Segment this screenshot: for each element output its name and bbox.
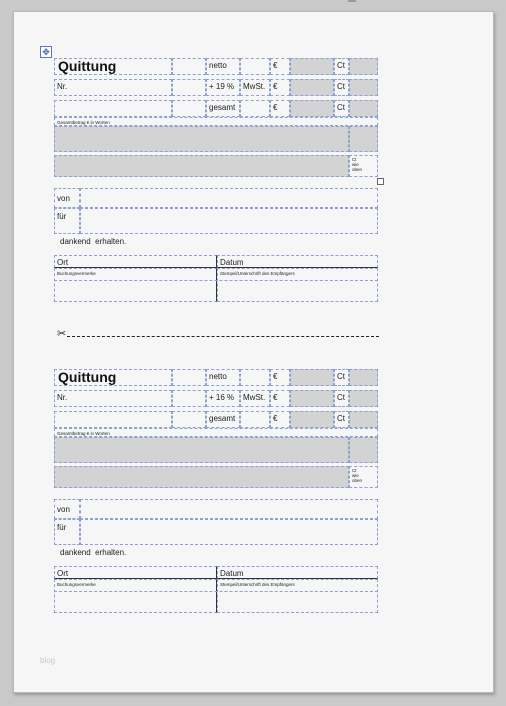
currency-label: € <box>270 369 290 386</box>
for-label: für <box>54 519 80 545</box>
currency-label: € <box>270 79 290 96</box>
netto-cent-field[interactable] <box>349 58 378 75</box>
cent-note-line: wie <box>352 473 359 478</box>
amount-in-words-field-end[interactable] <box>349 437 378 463</box>
netto-blank[interactable] <box>240 369 270 386</box>
received-text: dankend erhalten. <box>60 548 127 557</box>
amount-in-words-field[interactable] <box>54 437 349 463</box>
number-label: Nr. <box>54 79 172 96</box>
total-label: gesamt <box>206 411 240 428</box>
table-resize-handle[interactable] <box>377 178 384 185</box>
netto-label: netto <box>206 58 240 75</box>
empty-cell[interactable] <box>172 369 206 386</box>
amount-in-words-field[interactable] <box>54 126 349 152</box>
cent-label: Ct <box>334 100 349 117</box>
from-label: von <box>54 188 80 208</box>
total-blank[interactable] <box>240 100 270 117</box>
for-field[interactable] <box>80 519 378 545</box>
total-label: gesamt <box>206 100 240 117</box>
tax-cent-field[interactable] <box>349 390 378 407</box>
from-label: von <box>54 499 80 519</box>
cent-note-line: oben <box>352 478 363 483</box>
currency-label: € <box>270 58 290 75</box>
amount-in-words-field-2[interactable] <box>54 155 349 177</box>
date-label: Datum <box>217 255 378 268</box>
booking-divider <box>54 280 378 281</box>
tax-rate-label: + 19 % <box>206 79 240 96</box>
stamp-signature-label: Stempel/Unterschrift des Empfängers <box>217 268 378 302</box>
total-euro-field[interactable] <box>290 100 334 117</box>
empty-cell[interactable] <box>172 58 206 75</box>
amount-in-words-label: Gesamtbetrag € in Worten <box>54 428 378 437</box>
cut-dashed-line <box>67 336 379 337</box>
cent-as-above-note <box>349 155 378 177</box>
stamp-signature-label: Stempel/Unterschrift des Empfängers <box>217 579 378 613</box>
total-cent-field[interactable] <box>349 100 378 117</box>
netto-euro-field[interactable] <box>290 58 334 75</box>
total-cent-field[interactable] <box>349 411 378 428</box>
empty-cell[interactable] <box>54 411 172 428</box>
netto-cent-field[interactable] <box>349 369 378 386</box>
amount-in-words-field-2[interactable] <box>54 466 349 488</box>
for-field[interactable] <box>80 208 378 234</box>
amount-in-words-label: Gesamtbetrag € in Worten <box>54 117 378 126</box>
scissors-icon: ✂ <box>57 328 67 340</box>
for-label: für <box>54 208 80 234</box>
currency-label: € <box>270 411 290 428</box>
netto-blank[interactable] <box>240 58 270 75</box>
from-field[interactable] <box>80 499 378 519</box>
empty-cell[interactable] <box>172 390 206 407</box>
empty-cell[interactable] <box>172 79 206 96</box>
mwst-label: MwSt. <box>240 390 270 407</box>
cent-label: Ct <box>334 390 349 407</box>
number-label: Nr. <box>54 390 172 407</box>
cent-label: Ct <box>334 58 349 75</box>
cent-note-line: oben <box>352 167 363 172</box>
tax-euro-field[interactable] <box>290 79 334 96</box>
currency-label: € <box>270 390 290 407</box>
empty-cell[interactable] <box>172 411 206 428</box>
booking-divider <box>54 591 378 592</box>
cent-label: Ct <box>334 411 349 428</box>
total-euro-field[interactable] <box>290 411 334 428</box>
netto-euro-field[interactable] <box>290 369 334 386</box>
cent-note-line: wie <box>352 162 359 167</box>
place-label: Ort <box>54 566 217 579</box>
cent-label: Ct <box>334 79 349 96</box>
empty-cell[interactable] <box>54 100 172 117</box>
tax-cent-field[interactable] <box>349 79 378 96</box>
booking-notes-label: Buchungsvermerke <box>54 579 217 613</box>
window-resize-nub <box>348 0 356 2</box>
amount-in-words-field-end[interactable] <box>349 126 378 152</box>
tax-euro-field[interactable] <box>290 390 334 407</box>
netto-label: netto <box>206 369 240 386</box>
total-blank[interactable] <box>240 411 270 428</box>
from-field[interactable] <box>80 188 378 208</box>
receipt-title: Quittung <box>54 369 172 386</box>
cut-line <box>57 328 379 341</box>
receipt-title: Quittung <box>54 58 172 75</box>
currency-label: € <box>270 100 290 117</box>
date-label: Datum <box>217 566 378 579</box>
mwst-label: MwSt. <box>240 79 270 96</box>
place-label: Ort <box>54 255 217 268</box>
watermark: blog <box>40 656 56 665</box>
cent-label: Ct <box>334 369 349 386</box>
cent-note-line: Ct <box>352 157 357 162</box>
cent-as-above-note <box>349 466 378 488</box>
received-text: dankend erhalten. <box>60 237 127 246</box>
empty-cell[interactable] <box>172 100 206 117</box>
booking-notes-label: Buchungsvermerke <box>54 268 217 302</box>
tax-rate-label: + 16 % <box>206 390 240 407</box>
table-move-handle-icon[interactable]: ✥ <box>40 46 52 58</box>
cent-note-line: Ct <box>352 468 357 473</box>
